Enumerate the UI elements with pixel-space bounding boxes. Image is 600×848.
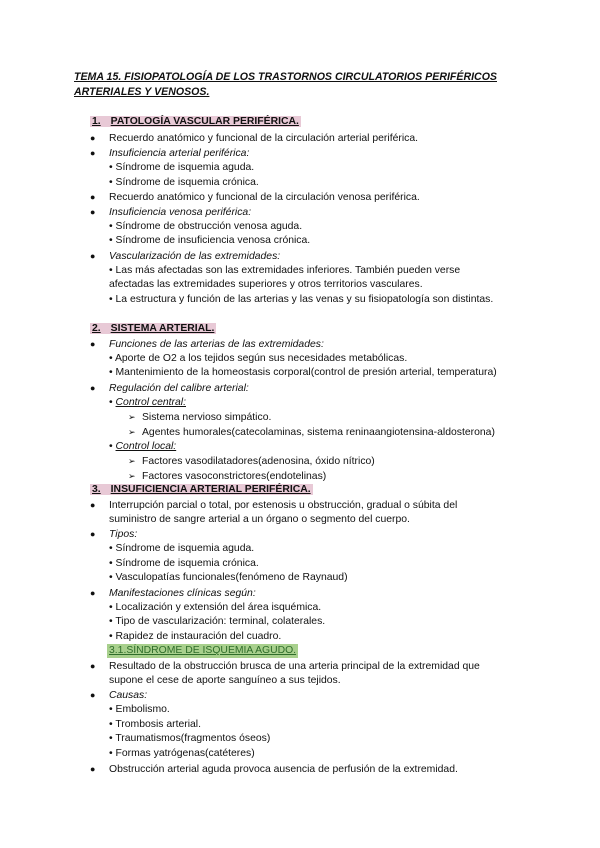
section-1-heading: 1. PATOLOGÍA VASCULAR PERIFÉRICA. [92,116,299,127]
subsection-3-1-heading: 3.1.SÍNDROME DE ISQUEMIA AGUDO. [109,645,297,656]
bullet-dot-icon: ● [90,588,96,598]
sub-item: • Aporte de O2 a los tejidos según sus necesidades metabólicas. [109,353,408,364]
sub-item: • Trombosis arterial. [109,719,201,730]
bullet-dot-icon: ● [90,383,96,393]
bullet-dot-icon: ● [90,133,96,143]
bullet-item: ● Funciones de las arterias de las extremidades: [90,339,324,350]
bullet-dot-icon: ● [90,192,96,202]
sub-item: • Mantenimiento de la homeostasis corporal(control de presión arterial, temperatura) [109,367,497,378]
bullet-item: ● Tipos: [90,529,138,540]
bullet-item: ● Regulación del calibre arterial: [90,383,249,394]
arrow-item: ➢ Factores vasodilatadores(adenosina, óxido nítrico) [128,456,375,467]
sub-item: • Las más afectadas son las extremidades inferiores. También pueden verse [109,265,461,276]
bullet-dot-icon: ● [90,207,96,217]
sub-item: • Síndrome de isquemia aguda. [109,162,255,173]
sub-item: • Síndrome de isquemia crónica. [109,558,259,569]
bullet-dot-icon: ● [90,339,96,349]
sub-item: • Síndrome de isquemia aguda. [109,543,255,554]
sub-item: • Síndrome de obstrucción venosa aguda. [109,221,303,232]
bullet-dot-icon: ● [90,764,96,774]
bullet-dot-icon: ● [90,251,96,261]
arrow-bullet-icon: ➢ [128,456,136,466]
bullet-dot-icon: ● [90,529,96,539]
bullet-item: ● Interrupción parcial o total, por estenosis u obstrucción, gradual o súbita del [90,500,458,511]
document-title-line-1: TEMA 15. FISIOPATOLOGÍA DE LOS TRASTORNOS CIRCULATORIOS PERIFÉRICOS [74,71,497,83]
document-title-line-2: ARTERIALES Y VENOSOS. [74,86,210,98]
bullet-item: ● Recuerdo anatómico y funcional de la circulación venosa periférica. [90,192,420,203]
arrow-bullet-icon: ➢ [128,471,136,481]
arrow-item: ➢ Factores vasoconstrictores(endotelinas) [128,471,327,482]
sub-item: • Control local: [109,441,177,452]
bullet-dot-icon: ● [90,500,96,510]
continuation-text: suministro de sangre arterial a un órgano o segmento del cuerpo. [109,514,410,525]
sub-item: • Formas yatrógenas(catéteres) [109,748,255,759]
bullet-item: ● Vascularización de las extremidades: [90,251,281,262]
sub-item: • Síndrome de isquemia crónica. [109,177,259,188]
bullet-item: ● Insuficiencia venosa periférica: [90,207,252,218]
bullet-item: ● Causas: [90,690,148,701]
arrow-bullet-icon: ➢ [128,427,136,437]
bullet-item: ● Insuficiencia arterial periférica: [90,148,250,159]
arrow-item: ➢ Agentes humorales(catecolaminas, sistema reninaangiotensina-aldosterona) [128,427,495,438]
sub-item: • La estructura y función de las arterias y las venas y su fisiopatología son distintas. [109,294,494,305]
bullet-item: ● Recuerdo anatómico y funcional de la circulación arterial periférica. [90,133,418,144]
arrow-bullet-icon: ➢ [128,412,136,422]
arrow-item: ➢ Sistema nervioso simpático. [128,412,272,423]
bullet-dot-icon: ● [90,148,96,158]
bullet-dot-icon: ● [90,661,96,671]
bullet-dot-icon: ● [90,690,96,700]
sub-item: • Rapidez de instauración del cuadro. [109,631,282,642]
bullet-item: ● Resultado de la obstrucción brusca de una arteria principal de la extremidad que [90,661,480,672]
section-2-heading: 2. SISTEMA ARTERIAL. [92,323,215,334]
sub-item: • Traumatismos(fragmentos óseos) [109,733,271,744]
sub-item: • Vasculopatías funcionales(fenómeno de Raynaud) [109,572,348,583]
sub-item: • Tipo de vascularización: terminal, colaterales. [109,616,326,627]
sub-item: • Localización y extensión del área isquémica. [109,602,322,613]
bullet-item: ● Manifestaciones clínicas según: [90,588,256,599]
bullet-item: ● Obstrucción arterial aguda provoca ausencia de perfusión de la extremidad. [90,764,458,775]
sub-item: afectadas las extremidades superiores y otros territorios vasculares. [109,279,423,290]
sub-item: • Control central: [109,397,186,408]
continuation-text: supone el cese de aporte sanguíneo a sus tejidos. [109,675,341,686]
sub-item: • Embolismo. [109,704,170,715]
section-3-heading: 3. INSUFICIENCIA ARTERIAL PERIFÉRICA. [92,484,311,495]
sub-item: • Síndrome de insuficiencia venosa crónica. [109,235,311,246]
